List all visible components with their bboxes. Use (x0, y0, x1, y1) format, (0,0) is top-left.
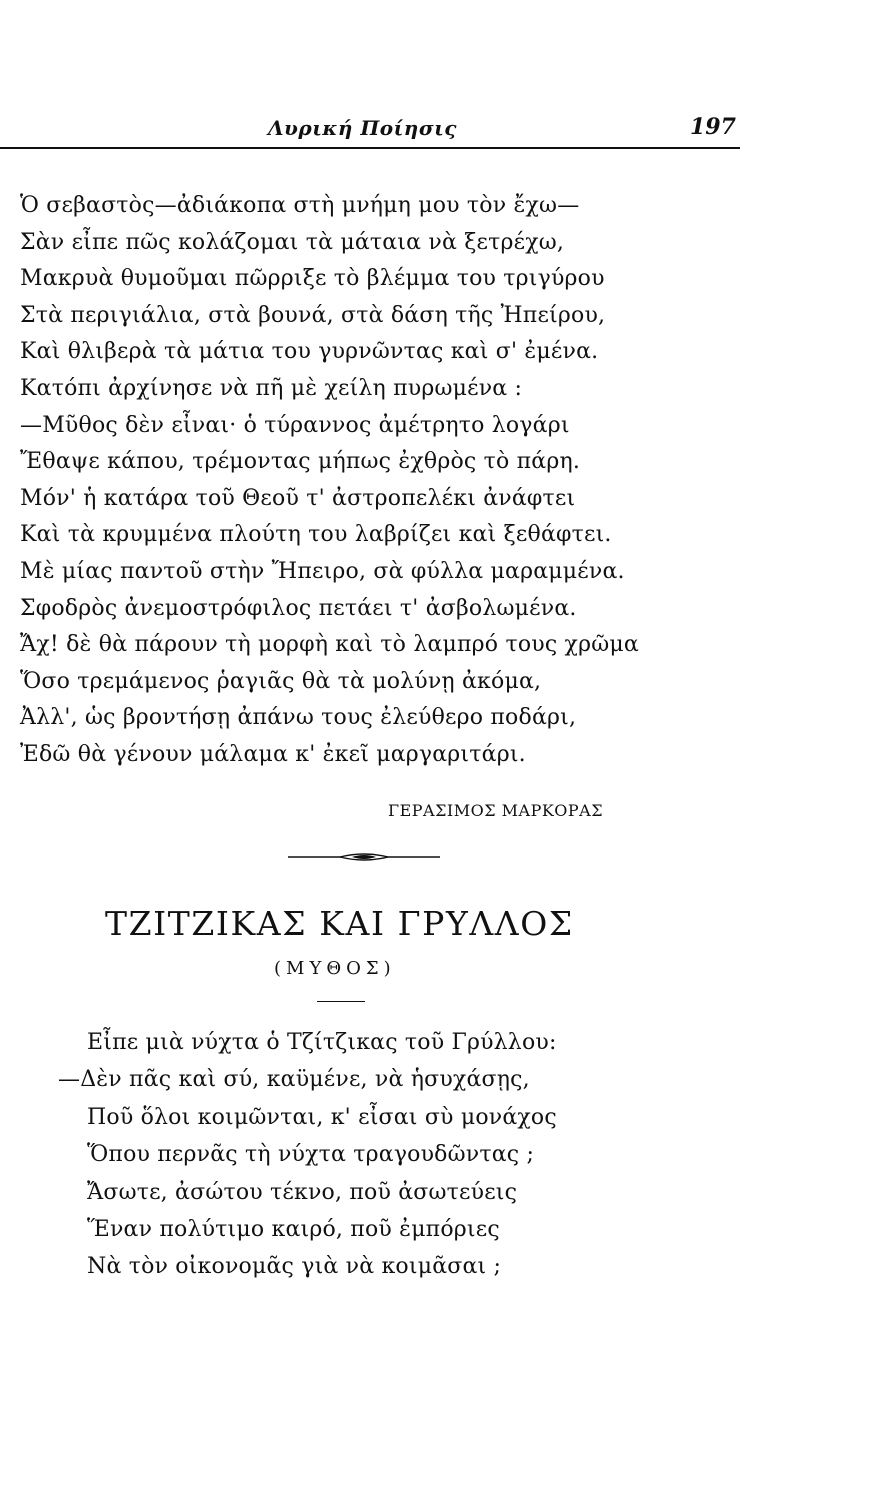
poem-line: Ἐδῶ θὰ γένουν μάλαμα κ' ἐκεῖ μαργαριτάρι. (20, 741, 526, 767)
poem-line: Μακρυὰ θυμοῦμαι πῶρριξε τὸ βλέμμα του τριγύρου (20, 266, 605, 292)
poem-stanza (20, 188, 639, 774)
poem-line: Ἔθαψε κάπου, τρέμοντας μήπως ἐχθρὸς τὸ πάρη. (20, 449, 581, 475)
poem-line: Ὁ σεβαστὸς—ἀδιάκοπα στὴ μνήμη μου τὸν ἔχω— (20, 193, 580, 218)
fable-line: Ποῦ ὅλοι κοιμῶνται, κ' εἶσαι σὺ μονάχος (87, 1104, 557, 1130)
poem-line: Ἀλλ', ὡς βροντήσῃ ἀπάνω τους ἐλεύθερο ποδάρι, (20, 705, 577, 731)
fable-line: Ἕναν πολύτιμο καιρό, ποῦ ἐμπόριες (87, 1217, 500, 1243)
fable-line: Νὰ τὸν οἰκονομᾶς γιὰ νὰ κοιμᾶσαι ; (87, 1254, 502, 1280)
fable-verses (58, 1024, 557, 1286)
poem-line: Ἄχ! δὲ θὰ πάρουν τὴ μορφὴ καὶ τὸ λαμπρό τους χρῶμα (20, 632, 639, 658)
poem-line: Στὰ περιγιάλια, στὰ βουνά, στὰ δάση τῆς Ἠπείρου, (20, 302, 606, 328)
poem-line: —Μῦθος δὲν εἶναι· ὁ τύραννος ἀμέτρητο λογάρι (20, 412, 570, 438)
running-title: Λυρική Ποίησις (268, 116, 457, 140)
fable-line: Εἶπε μιὰ νύχτα ὁ Τζίτζικας τοῦ Γρύλλου: (87, 1030, 557, 1055)
author-signature: ΓΕΡΑΣΙΜΟΣ ΜΑΡΚΟΡΑΣ (388, 801, 604, 820)
fable-title: ΤΖΙΤΖΙΚΑΣ ΚΑΙ ΓΡΥΛΛΟΣ (105, 904, 574, 943)
ornamental-divider (288, 850, 440, 864)
poem-line: Σὰν εἶπε πῶς κολάζομαι τὰ μάταια νὰ ξετρέχω, (20, 229, 565, 255)
poem-line: Καὶ θλιβερὰ τὰ μάτια του γυρνῶντας καὶ σ' ἐμένα. (20, 339, 599, 365)
fable-line: Ὅπου περνᾶς τὴ νύχτα τραγουδῶντας ; (87, 1142, 535, 1168)
title-rule (317, 1001, 365, 1002)
fable-subtitle: (ΜΥΘΟΣ) (274, 958, 396, 979)
fable-line: —Δὲν πᾶς καὶ σύ, καϋμένε, νὰ ἡσυχάσῃς, (58, 1067, 530, 1093)
poem-line: Μὲ μίας παντοῦ στὴν Ἤπειρο, σὰ φύλλα μαραμμένα. (20, 558, 625, 584)
header-rule (0, 147, 740, 149)
fable-line: Ἄσωτε, ἀσώτου τέκνο, ποῦ ἀσωτεύεις (87, 1179, 518, 1205)
poem-line: Κατόπι ἀρχίνησε νὰ πῆ μὲ χείλη πυρωμένα : (20, 375, 523, 401)
poem-line: Μόν' ἡ κατάρα τοῦ Θεοῦ τ' ἀστροπελέκι ἀνάφτει (20, 485, 576, 511)
poem-line: Καὶ τὰ κρυμμένα πλούτη του λαβρίζει καὶ ξεθάφτει. (20, 522, 612, 548)
page-number: 197 (690, 114, 736, 140)
poem-line: Σφοδρὸς ἀνεμοστρόφιλος πετάει τ' ἀσβολωμένα. (20, 595, 577, 621)
poem-line: Ὅσο τρεμάμενος ῥαγιᾶς θὰ τὰ μολύνῃ ἀκόμα, (20, 668, 542, 694)
